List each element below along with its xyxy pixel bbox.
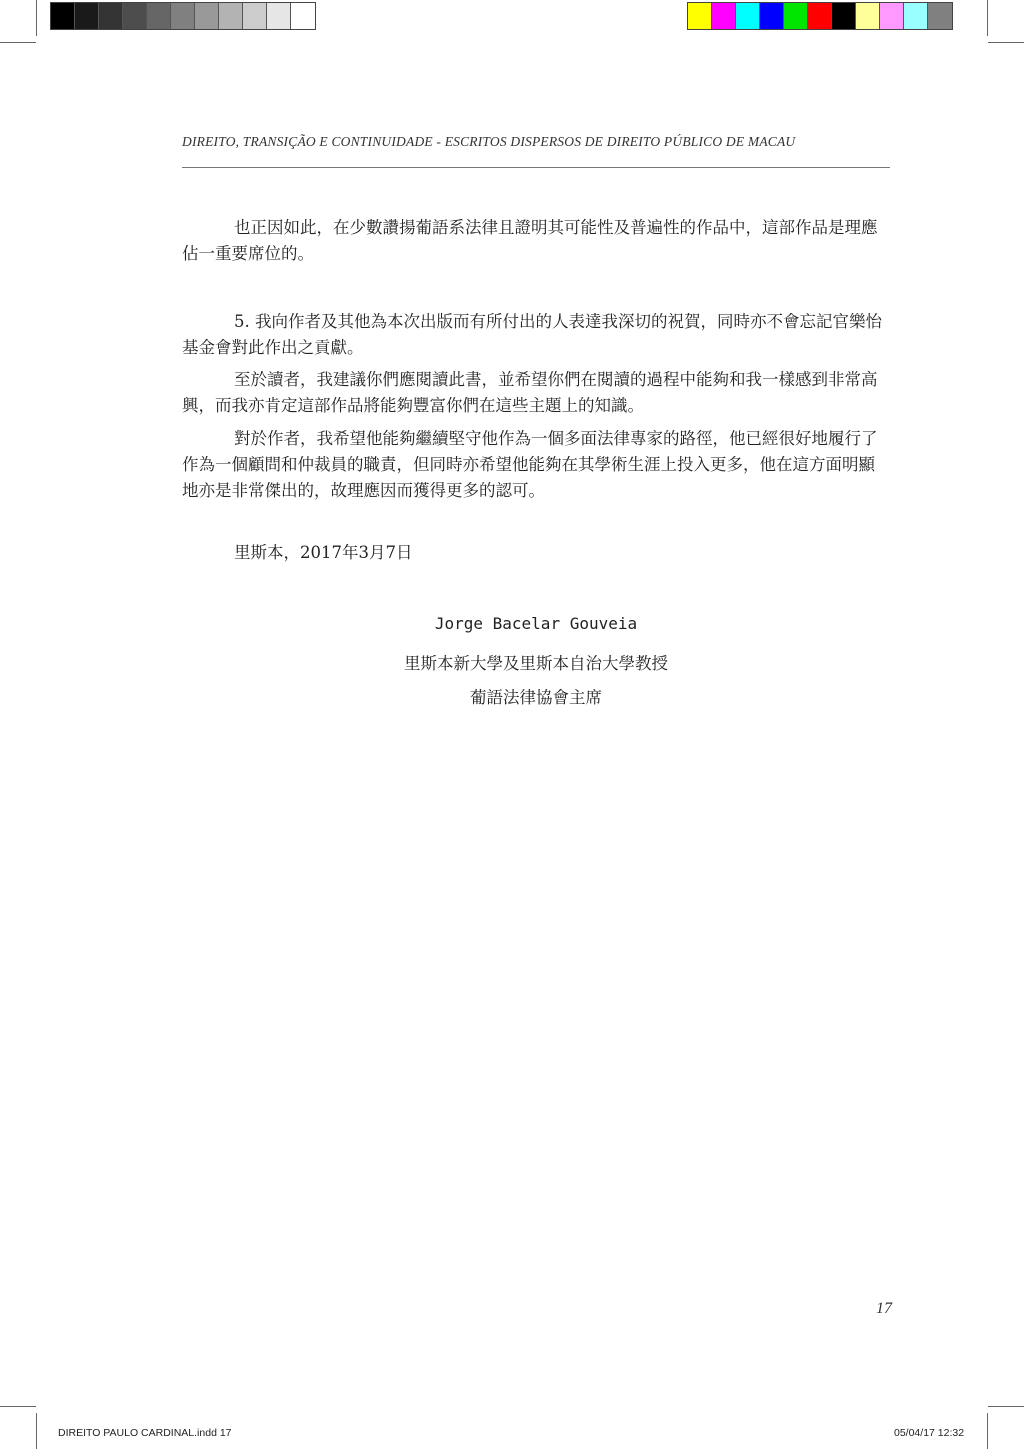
- color-swatch: [760, 3, 784, 29]
- paragraph-4-text: 對於作者，我希望他能夠繼續堅守他作為一個多面法律專家的路徑，他已經很好地履行了作為一個顧問和仲裁員的職責，但同時亦希望他能夠在其學術生涯上投入更多，他在這方面明顯地亦是非常傑出的，故理應因而獲得更多的認可。: [182, 429, 878, 500]
- crop-mark-top-left-h: [0, 42, 36, 43]
- page-number: 17: [876, 1300, 892, 1317]
- gray-swatch: [195, 3, 219, 29]
- gray-swatch: [75, 3, 99, 29]
- color-swatch: [808, 3, 832, 29]
- gray-swatch: [243, 3, 267, 29]
- paragraph-1-text: 也正因如此，在少數讚揚葡語系法律且證明其可能性及普遍性的作品中，這部作品是理應佔一重要席位的。: [182, 218, 878, 263]
- print-slug-datetime: 05/04/17 12:32: [894, 1427, 965, 1439]
- color-swatch: [904, 3, 928, 29]
- date-line-text: 里斯本，2017年3月7日: [234, 543, 413, 562]
- paragraph-2: [182, 309, 890, 361]
- grayscale-color-bar: [50, 2, 316, 30]
- signature-title: 里斯本新大學及里斯本自治大學教授: [404, 654, 668, 673]
- color-swatch: [688, 3, 712, 29]
- signature-role: 葡語法律協會主席: [470, 688, 602, 707]
- gray-swatch: [219, 3, 243, 29]
- color-swatch: [712, 3, 736, 29]
- color-swatch: [736, 3, 760, 29]
- crop-mark-top-right-h: [988, 42, 1024, 43]
- paragraph-3-text: 至於讀者，我建議你們應閱讀此書，並希望你們在閱讀的過程中能夠和我一樣感到非常高興，而我亦肯定這部作品將能夠豐富你們在這些主題上的知識。: [182, 370, 878, 415]
- color-swatch: [856, 3, 880, 29]
- gray-swatch: [123, 3, 147, 29]
- crop-mark-bottom-left-h: [0, 1406, 36, 1407]
- paragraph-1: [182, 215, 890, 267]
- gray-swatch: [51, 3, 75, 29]
- gray-swatch: [171, 3, 195, 29]
- crop-mark-top-left-v: [36, 0, 37, 36]
- paragraph-4: [182, 426, 890, 504]
- color-swatch: [880, 3, 904, 29]
- gray-swatch: [147, 3, 171, 29]
- crop-mark-top-right-v: [987, 0, 988, 36]
- color-swatch: [784, 3, 808, 29]
- paragraph-3: [182, 367, 890, 419]
- gray-swatch: [99, 3, 123, 29]
- gray-swatch: [291, 3, 315, 29]
- signature-name: Jorge Bacelar Gouveia: [434, 614, 638, 633]
- date-line: [182, 540, 890, 566]
- running-head-title: DIREITO, TRANSIÇÃO E CONTINUIDADE - ESCRITOS DISPERSOS DE DIREITO PÚBLICO DE MACAU: [182, 134, 796, 149]
- color-swatch: [928, 3, 952, 29]
- gray-swatch: [267, 3, 291, 29]
- crop-mark-bottom-right-v: [987, 1413, 988, 1449]
- cmyk-color-bar: [687, 2, 953, 30]
- crop-mark-bottom-right-h: [988, 1406, 1024, 1407]
- color-swatch: [832, 3, 856, 29]
- print-slug-file: DIREITO PAULO CARDINAL.indd 17: [58, 1427, 232, 1439]
- header-rule: [182, 167, 890, 168]
- crop-mark-bottom-left-v: [36, 1413, 37, 1449]
- paragraph-2-text: 5. 我向作者及其他為本次出版而有所付出的人表達我深切的祝賀，同時亦不會忘記官樂怡基金會對此作出之貢獻。: [182, 312, 882, 357]
